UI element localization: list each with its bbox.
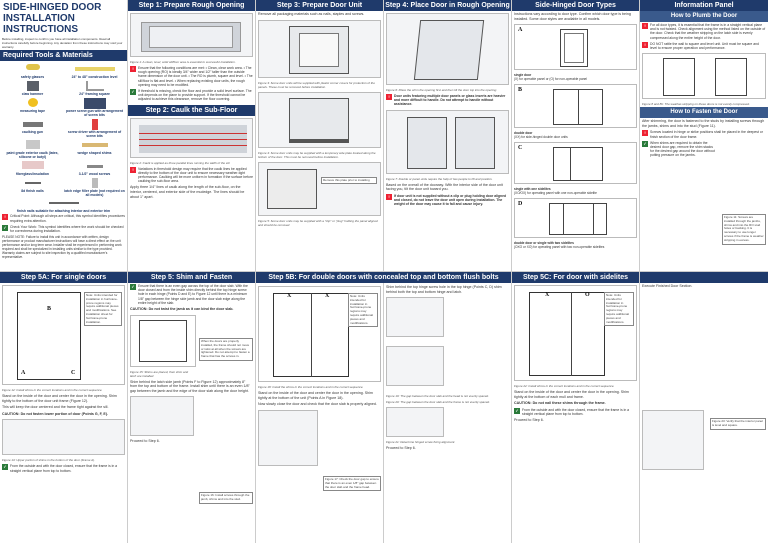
fasten-note-2: ✓ When shims are required to obtain the desired door gap, remove the shim stacks for the desired gap around the door without putting pressure on the jambs. xyxy=(643,140,715,158)
plumb-body: ! For all door types, it is essential that the frame is in a straight vertical plane and is not twisted. Check alignment using the method listed on the outside of the door. Check that the weather stripping on the latch side is evenly compressed along the entire height of the door. xyxy=(640,22,768,41)
door-type-a-label: single door (X) for operable panel or (O) for non-operable panel xyxy=(514,73,587,82)
step1-heading: Step 1: Prepare Rough Opening xyxy=(128,0,255,11)
plumb-subheading: How to Plumb the Door xyxy=(640,11,768,22)
step4-heading: Step 4: Place Door in Rough Opening xyxy=(385,2,510,9)
door-type-a xyxy=(514,24,637,70)
step4-warning-2: ! If door unit is not supplied without a clip or plug holding door aligned and closed, do not leave the door unit open during installation. The weight of the door may cause it to fall and cause injury. xyxy=(384,193,511,208)
step5c-panel xyxy=(512,272,639,543)
figure-1 xyxy=(130,13,253,57)
door-panel-label: O xyxy=(585,292,590,298)
door-type-letter: B xyxy=(518,87,523,94)
hurricane-note: Note: Units intended for installation in hurricane-prone regions may require additional pieces and modifications. xyxy=(604,292,634,326)
door-panel-label: X xyxy=(287,293,292,299)
step5c-heading: Step 5C: For door with sidelites xyxy=(512,272,639,283)
check-icon: ✓ xyxy=(515,407,519,413)
figure-15 xyxy=(130,315,196,367)
tool-item: power screw gun with arrangement of screw bits xyxy=(64,97,125,117)
tool-item: 24" framing square xyxy=(64,80,125,96)
door-types-intro: Instructions vary according to door type. Confirm which door type is being installed. Some door styles are available in all models. xyxy=(514,12,631,21)
figure-3-caption: Figure 3: Some door units will be supplied with plastic corner covers for protection of the panels. These must be removed before installation. xyxy=(258,80,375,89)
figure-13 xyxy=(2,419,125,455)
hurricane-note: Note: Units intended for installation in hurricane-prone regions may require additional pieces and modifications. See installation sheet for hurricane-prone installation. xyxy=(84,292,122,326)
tool-item: safety glasses xyxy=(2,63,63,79)
finished-door-note: Execute Finished Door Section. xyxy=(642,284,693,288)
figure-4 xyxy=(258,92,381,148)
figure-16-note: Figure 16: Install screws through the jamb, shims and into the stud. xyxy=(199,492,253,504)
check-icon: ✓ xyxy=(131,284,135,289)
step1-check: ✓ If threshold is missing, check the floor and provide a solid level surface. The unit depends on the plane to provide support. If the threshold cannot be adjusted to achieve this clearance, remove the floor covering. xyxy=(131,89,252,102)
figure-3 xyxy=(258,20,381,78)
figure-19-caption: Figure 19: The gap between the door slab and the head is not evenly spaced. xyxy=(386,394,489,399)
step4-warning: ! Door units featuring multiple door panels or glass inserts are heavier and more difficult to handle. Do not attempt to handle without assistance. xyxy=(384,93,511,108)
critical-icon: ! xyxy=(2,214,8,220)
figure-18-caption: Figure 18: Install the shims in the correct locations and in the correct sequence. xyxy=(258,385,364,389)
tool-item: 8d finish nails xyxy=(2,177,63,193)
step5a-heading: Step 5A: For single doors xyxy=(0,272,127,283)
proceed-step6: Proceed to Step 6. xyxy=(514,418,544,423)
figure-23-note: Figure 23: Verify that the interior panel is level and square. xyxy=(710,418,766,430)
figure-1-caption: Figure 1: A clean, level, solid sill/floor area is essential to successful installation. xyxy=(130,60,236,64)
step3-heading: Step 3: Prepare Door Unit xyxy=(256,0,383,11)
figure-2 xyxy=(130,118,253,158)
figure-5 xyxy=(258,162,381,216)
figure-8 xyxy=(642,53,766,99)
step5-heading: Step 5: Shim and Fasten xyxy=(128,272,255,283)
door-type-c-label: single with one sidelites (XO/OX) for operating panel with one non-operable sidelite xyxy=(514,187,597,196)
proceed-step6: Proceed to Step 6. xyxy=(130,439,160,444)
figure-20-caption: Figure 20: The gap between the door slab and the frame is not evenly spaced. xyxy=(386,400,490,405)
critical-icon: ! xyxy=(642,23,648,29)
step5a-caution: CAUTION: Do not fasten lower portion of door (Points G, F, E). xyxy=(2,411,109,416)
warning-icon: ! xyxy=(386,94,392,100)
document-title: SIDE-HINGED DOOR INSTALLATION INSTRUCTIONS xyxy=(3,2,102,35)
figure-8-caption: Figure 8 and 8b: The weather-stripping on these doors is not evenly compressed. xyxy=(642,102,750,107)
door-type-letter: C xyxy=(518,145,523,152)
figure-6 xyxy=(386,13,509,85)
figure-6-caption: Figure 6: Place the sill in the opening first and then tilt the door top into the opening. xyxy=(386,88,498,92)
tool-item: claw hammer xyxy=(2,80,63,96)
step5-caution: CAUTION: Do not twist the jamb as it can bind the door slab. xyxy=(130,307,234,312)
door-types-panel xyxy=(512,0,639,271)
tool-item: measuring tape xyxy=(2,97,63,113)
step5b-body-3: Shim behind the top hinge screw hole in the top hinge (Points C, D) shim behind both the top and bottom hinge and latch. xyxy=(386,285,502,294)
step5b-heading: Step 5B: For double doors with concealed top and bottom flush bolts xyxy=(256,272,511,283)
step2-variation: ! Variations in threshold design may require that the caulk lines be applied directly to the bottom of the door unit to ensure necessary weather-tight performance. Caulking will be more uniform in formation if the surface before caulking the sub-floor area. xyxy=(128,166,255,185)
check-icon: ✓ xyxy=(131,89,135,95)
shim-point-label: B xyxy=(47,306,52,312)
shim-point-label: A xyxy=(21,370,26,376)
figure-7 xyxy=(386,110,509,174)
step4-body: Based on the overall of the doorway. With the interior side of the door unit facing you, tilt the door unit toward you. xyxy=(386,182,503,192)
figure-4-caption: Figure 4: Some door units may be supplied with a temporary side plate located along the bottom of the door. This must be removed before installation. xyxy=(258,150,376,159)
tool-item: paint grade exterior caulk (latex, silicone or butyl) xyxy=(2,139,63,159)
door-type-b-label: double door (XX) for side-hinged double door units xyxy=(514,131,568,140)
tools-grid xyxy=(0,61,127,199)
tool-item: finish nails suitable for attaching interior and exterior trim xyxy=(0,199,127,213)
fasten-note-1: ! Screws located in hinge or strike positions shall be placed in the deepest or finish section of the door frame. xyxy=(640,129,768,139)
critical-point-note: ! Critical Point: Although all steps are critical, this symbol identifies procedures requiring extra attention. xyxy=(0,213,127,223)
figure-13-caption: Figure 13: Upper portion of shims in the bottom of the door (Frame A). xyxy=(2,458,95,463)
tool-item: 24" to 48" construction level xyxy=(64,63,125,79)
step5a-panel xyxy=(0,272,127,543)
figure-20 xyxy=(386,346,444,386)
remove-plate-note: Remove this plate prior to installing xyxy=(321,177,377,185)
step5c-check: ✓ From the outside and with the door closed, ensure that the frame is in a straight vertical plane from top to bottom. xyxy=(515,407,630,416)
tool-item: screw driver with arrangement of screw bits xyxy=(64,118,125,138)
please-note: PLEASE NOTE: Failure to install this unit in accordance with written, design performance or product manufacturer instructions will have a direct effect on the unit performance and/or long term wear. Installer shall be experienced in performing work required and shall be specialized in installing units similar to the type provided. Warranty claims are subject to site inspection by a qualified manufacturer's representative. xyxy=(2,235,122,260)
figure-7-caption: Figure 7: Double or panel units require the help of two people to lift and position. xyxy=(386,176,493,181)
step4-panel xyxy=(384,0,511,271)
step5a-body: Stand on the inside of the door and center the door in the opening. Shim tightly to the bottom of the door unit frame (Figure 12). xyxy=(2,394,117,403)
figure-19 xyxy=(386,297,444,337)
plumb-warning: ! DO NOT rattle the wall to square and level unit. Unit must be square and level to ensure proper operation and performance. xyxy=(640,41,768,51)
figure-17 xyxy=(258,410,318,466)
figure-21 xyxy=(386,407,444,437)
figure-5-caption: Figure 5: Some door units may be supplied with a "clip" or "plug" holding the panel aligned and should be removed. xyxy=(258,218,378,227)
step5c-body: Stand on the inside of the door and center the door in the opening. Shim tightly at the bottom of each mull and frame. xyxy=(514,390,629,399)
figure-17-note: Figure 17: Check the door gap to ensure that there is an even 1/8" gap between the door slab and the frame head. xyxy=(323,476,381,491)
step3-panel xyxy=(256,0,383,271)
figure-23 xyxy=(642,410,704,470)
warning-icon: ! xyxy=(642,42,648,48)
door-panel-label: X xyxy=(325,293,330,299)
figure-22-caption: Figure 22: Install shims in the correct locations and in the correct sequence. xyxy=(514,384,615,388)
step3-intro: Remove all packaging materials such as nails, staples and screws. xyxy=(258,12,365,16)
step5c-cont-heading xyxy=(640,272,768,283)
door-type-letter: A xyxy=(518,27,523,34)
step5c-caution: CAUTION: Do not nail these shims through the frame. xyxy=(514,401,606,406)
critical-icon: ! xyxy=(130,66,136,72)
step5a-check: ✓ From the outside and with the door closed, ensure that the frame is in a straight vertical plane from top to bottom. xyxy=(3,464,118,473)
tool-item: wedge shaped shims xyxy=(64,139,125,155)
step2-body: Apply three 1/4" lines of caulk along the length of the sub-floor, on the interior, centered, and exterior side of the mudedge. The lines should be about 1" apart. xyxy=(130,185,245,199)
figure-21-caption: Figure 21: Determine hinged screw fixing alignment. xyxy=(386,440,456,445)
check-work-note: ✓ Check Your Work: This symbol identifies where the work should be checked for correctness during installation. xyxy=(3,224,124,233)
step5c-cont-panel xyxy=(640,272,768,543)
fasten-subheading: How to Fasten the Door xyxy=(640,107,768,118)
door-type-letter: D xyxy=(518,201,523,208)
critical-icon: ! xyxy=(130,167,136,173)
tool-item: fiberglass/insulation xyxy=(2,160,63,176)
step1-conditions: ! Ensure that the following conditions are met: • Clean, clear work area. • The rough opening (RO) is ideally 3/4" wider and 1/2" taller than the outside frame dimension of the door unit. • The RO is plumb, square and level. • The sill/floor is flat and level. • When replacing existing door units, the rough opening may need to be modified. xyxy=(128,65,255,88)
figure-11-note: Figure 11: Screws are installed through the jambs, shims and into the RO stud holes or backing. It is necessary to use longer screws if the frame is weather stripping in excess. xyxy=(722,214,766,245)
figure-22 xyxy=(514,285,637,381)
shim-point-label: C xyxy=(71,370,76,376)
door-types-heading: Side-Hinged Door Types xyxy=(512,0,639,11)
step5-panel xyxy=(128,272,255,543)
door-type-b xyxy=(514,84,637,128)
frame-note: When the doors are properly installed, the frame should not move or twist at all when the screws are tightened. Do not attempt to fasten a frame that has the screws in. xyxy=(199,338,253,361)
warning-icon: ! xyxy=(386,194,392,200)
proceed-step6: Proceed to Step 6. xyxy=(386,446,416,451)
info-panel xyxy=(640,0,768,271)
check-icon: ✓ xyxy=(3,464,7,470)
tools-heading: Required Tools & Materials xyxy=(0,50,127,61)
step2-heading: Step 2: Caulk the Sub-Floor xyxy=(128,105,255,116)
hurricane-note: Note: Units intended for installation in hurricane-prone regions may require additional pieces and modifications. xyxy=(348,293,378,327)
check-icon: ✓ xyxy=(3,224,7,230)
figure-2-caption: Figure 2: Caulk is applied as three parallel lines running the width of the sill. xyxy=(130,160,231,165)
step5-body-2: Shim behind the latch side jamb (Points F to Figure 12) approximately 8" from the top and bottom of the frame. Install shim until there is an even 1/8" gap between the jamb and the edge of the door slab along the door height. xyxy=(130,379,250,393)
fasten-body: After shimming, the door is fastened to the studs by installing screws through the jambs, shims and into the stud (Figure 11). xyxy=(642,119,765,128)
figure-18 xyxy=(258,286,381,382)
door-panel-label: X xyxy=(545,292,550,298)
info-heading: Information Panel xyxy=(640,0,768,11)
step1-panel xyxy=(128,0,255,271)
figure-12-caption: Figure 12: Install shims in the correct locations and in the correct sequence. xyxy=(2,388,103,392)
step5b-body: Stand on the inside of the door and center the door in the opening. Shim tightly at the bottom of the unit (Points A in Figure 18). xyxy=(258,391,373,400)
step5-body: ✓ Ensure that there is an even gap across the top of the door slab. With the door closed and from the inside shim directly behind the top hinge screw hole in each hinge (Points D and E) to Figure 12 until there is a minimum 1/8" gap between the hinge side jamb and the door slab edge along the entire height of the slab. xyxy=(131,284,248,305)
figure-16 xyxy=(130,396,194,436)
door-type-d-label: double door or single with two sidelites (OXO or XO) for operating panel with two non-operable sidelites xyxy=(514,241,605,250)
step5b-panel xyxy=(256,272,511,543)
tool-item: latch edge filler plate (not required on all models) xyxy=(64,177,125,197)
figure-15-caption: Figure 15: Shims are placed, then shim and latch are installed. xyxy=(130,369,189,378)
title-panel xyxy=(0,0,127,271)
critical-icon: ! xyxy=(642,130,648,136)
step5b-body-2: Now slowly close the door and check that the door slab is properly aligned. xyxy=(258,402,377,407)
tool-item: caulking gun xyxy=(2,118,63,134)
door-type-c xyxy=(514,142,637,184)
intro-text: Before installing, inspect to confirm you have all installation components. Read all instructions carefully before beginning. Any deviation from these instructions may void your warranty. xyxy=(2,37,123,49)
tool-item: 3-1/2" wood screws xyxy=(64,160,125,176)
door-type-d xyxy=(514,198,637,238)
step5a-body-2: This will keep the door centered and the frame tight against the sill. xyxy=(2,405,109,410)
figure-12 xyxy=(2,285,125,385)
check-icon: ✓ xyxy=(643,140,647,146)
